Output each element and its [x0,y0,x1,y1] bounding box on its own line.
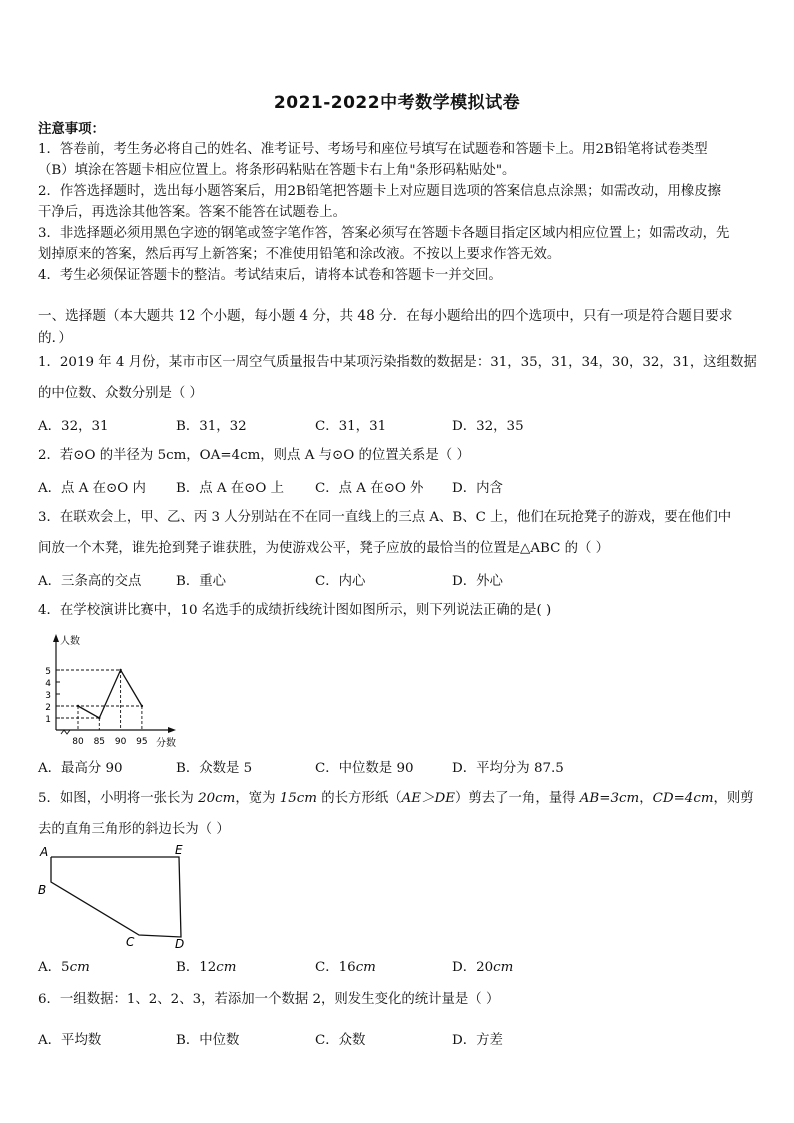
question-3-option-d: D．外心 [452,574,503,589]
notice-line: 2．作答选择题时，选出每小题答案后，用2B铅笔把答题卡上对应题目选项的答案信息点涂黑；如需改动，用橡皮擦 [38,184,722,199]
question-1-option-d: D．32，35 [452,419,524,434]
series-line [78,670,142,718]
notice-heading: 注意事项： [38,121,105,137]
cut-rectangle-figure [34,842,194,952]
x-tick-label: 85 [93,737,106,747]
x-axis-label: 分数 [156,738,176,749]
question-4-text: 4．在学校演讲比赛中，10 名选手的成绩折线统计图如图所示，则下列说法正确的是( ) [38,603,552,618]
notice-line: （B）填涂在答题卡相应位置上。将条形码粘贴在答题卡右上角"条形码粘贴处"。 [38,163,516,178]
data-point [98,717,100,719]
question-4-option-a: A．最高分 90 [38,761,123,776]
x-tick-label: 80 [72,737,84,747]
question-4-option-c: C．中位数是 90 [315,761,414,776]
question-1-option-b: B．31，32 [176,419,247,434]
x-tick-label: 95 [136,737,148,747]
figure-label-c: C [126,935,135,949]
y-axis-arrow [53,634,59,642]
question-6-option-c: C．众数 [315,1033,366,1048]
question-1-option-a: A．32，31 [38,419,109,434]
score-line-chart [38,630,198,752]
question-3-text: 间放一个木凳，谁先抢到凳子谁获胜，为使游戏公平，凳子应放的最恰当的位置是△ABC 的（ ） [38,541,610,556]
section-header: 的．） [38,330,72,346]
y-tick-label: 1 [45,715,51,725]
question-1-text: 1．2019 年 4 月份，某市市区一周空气质量报告中某项污染指数的数据是：31，35，31，34，30，32，31，这组数据 [38,355,757,370]
question-5-option-a: A．5cm [38,960,90,975]
question-1-text: 的中位数、众数分别是（ ） [38,386,203,401]
question-5-option-b: B．12cm [176,960,237,975]
notice-line: 干净后，再选涂其他答案。答案不能答在试题卷上。 [38,205,346,220]
question-5-text: 5．如图，小明将一张长为 20cm，宽为 15cm 的长方形纸（AE＞DE）剪去了一角，量得 AB=3cm，CD=4cm，则剪 [38,791,754,806]
question-2-option-b: B．点 A 在⊙O 上 [176,481,285,496]
exam-title: 2021-2022中考数学模拟试卷 [273,93,521,113]
question-3-option-a: A．三条高的交点 [38,574,142,589]
section-header: 一、选择题（本大题共 12 个小题，每小题 4 分，共 48 分．在每小题给出的四个选项中，只有一项是符合题目要求 [38,308,733,324]
notice-line: 3．非选择题必须用黑色字迹的钢笔或签字笔作答，答案必须写在答题卡各题目指定区域内相应位置上；如需改动，先 [38,226,730,241]
question-3-text: 3．在联欢会上，甲、乙、丙 3 人分别站在不在同一直线上的三点 A、B、C 上，他们在玩抢凳子的游戏，要在他们中 [38,510,732,525]
question-6-option-a: A．平均数 [38,1033,102,1048]
notice-line: 4．考生必须保证答题卡的整洁。考试结束后，请将本试卷和答题卡一并交回。 [38,268,502,283]
x-tick-label: 90 [114,737,127,747]
y-tick-label: 3 [45,691,51,701]
figure-label-d: D [175,937,185,951]
data-point [77,705,79,707]
question-2-option-d: D．内含 [452,481,503,496]
data-point [119,669,121,671]
question-2-option-c: C．点 A 在⊙O 外 [315,481,424,496]
question-6-option-d: D．方差 [452,1033,503,1048]
question-6-text: 6．一组数据：1、2、2、3，若添加一个数据 2，则发生变化的统计量是（ ） [38,992,500,1007]
question-5-text: 去的直角三角形的斜边长为（ ） [38,822,230,837]
y-tick-label: 4 [45,679,51,689]
question-2-option-a: A．点 A 在⊙O 内 [38,481,146,496]
question-3-option-c: C．内心 [315,574,366,589]
question-4-option-d: D．平均分为 87.5 [452,761,564,776]
question-5-option-d: D．20cm [452,960,514,975]
notice-line: 划掉原来的答案，然后再写上新答案；不准使用铅笔和涂改液。不按以上要求作答无效。 [38,247,561,262]
question-2-text: 2．若⊙O 的半径为 5cm，OA=4cm，则点 A 与⊙O 的位置关系是（ ） [38,448,470,463]
y-axis-label: 人数 [60,636,80,647]
question-4-option-b: B．众数是 5 [176,761,253,776]
question-1-option-c: C．31，31 [315,419,387,434]
figure-label-e: E [175,843,183,857]
y-tick-label: 2 [45,703,51,713]
y-tick-label: 5 [45,667,51,677]
figure-label-a: A [40,845,49,859]
figure-label-b: B [38,883,47,897]
question-6-option-b: B．中位数 [176,1033,240,1048]
x-axis-arrow [168,727,176,733]
data-point [141,705,143,707]
question-3-option-b: B．重心 [176,574,227,589]
notice-line: 1．答卷前，考生务必将自己的姓名、准考证号、考场号和座位号填写在试题卷和答题卡上。用2B铅笔将试卷类型 [38,142,708,157]
question-5-option-c: C．16cm [315,960,376,975]
